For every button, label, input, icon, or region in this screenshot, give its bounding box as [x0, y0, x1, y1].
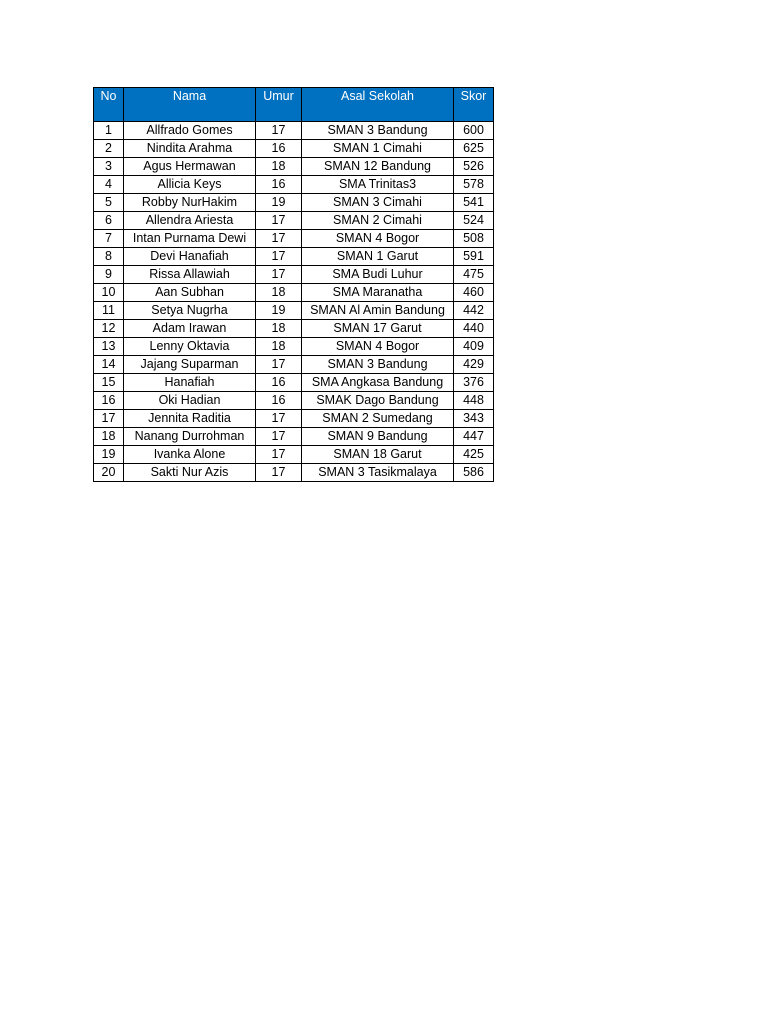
cell-asal-sekolah: SMA Trinitas3	[302, 176, 454, 194]
cell-nama: Hanafiah	[124, 374, 256, 392]
header-no: No	[94, 88, 124, 122]
cell-asal-sekolah: SMAN 9 Bandung	[302, 428, 454, 446]
cell-no: 17	[94, 410, 124, 428]
cell-nama: Jajang Suparman	[124, 356, 256, 374]
cell-skor: 591	[454, 248, 494, 266]
cell-asal-sekolah: SMAN 1 Cimahi	[302, 140, 454, 158]
cell-skor: 475	[454, 266, 494, 284]
cell-asal-sekolah: SMA Angkasa Bandung	[302, 374, 454, 392]
cell-nama: Lenny Oktavia	[124, 338, 256, 356]
cell-nama: Robby NurHakim	[124, 194, 256, 212]
cell-umur: 17	[256, 464, 302, 482]
cell-no: 7	[94, 230, 124, 248]
cell-skor: 508	[454, 230, 494, 248]
cell-no: 10	[94, 284, 124, 302]
cell-skor: 429	[454, 356, 494, 374]
table-row	[94, 374, 494, 392]
cell-no: 3	[94, 158, 124, 176]
header-row	[94, 88, 494, 122]
cell-skor: 440	[454, 320, 494, 338]
cell-skor: 578	[454, 176, 494, 194]
cell-nama: Adam Irawan	[124, 320, 256, 338]
cell-asal-sekolah: SMA Budi Luhur	[302, 266, 454, 284]
cell-skor: 526	[454, 158, 494, 176]
cell-umur: 17	[256, 212, 302, 230]
header-skor: Skor	[454, 88, 494, 122]
cell-nama: Intan Purnama Dewi	[124, 230, 256, 248]
table-row	[94, 194, 494, 212]
table-row	[94, 338, 494, 356]
cell-no: 14	[94, 356, 124, 374]
table-row	[94, 284, 494, 302]
cell-skor: 460	[454, 284, 494, 302]
table-row	[94, 356, 494, 374]
cell-umur: 17	[256, 356, 302, 374]
cell-umur: 19	[256, 194, 302, 212]
table-row	[94, 122, 494, 140]
table-row	[94, 428, 494, 446]
table-row	[94, 140, 494, 158]
cell-no: 2	[94, 140, 124, 158]
cell-asal-sekolah: SMAN 3 Bandung	[302, 356, 454, 374]
cell-nama: Agus Hermawan	[124, 158, 256, 176]
cell-no: 1	[94, 122, 124, 140]
table-row	[94, 410, 494, 428]
cell-asal-sekolah: SMAN Al Amin Bandung	[302, 302, 454, 320]
cell-umur: 18	[256, 158, 302, 176]
cell-umur: 18	[256, 320, 302, 338]
table-header	[94, 88, 494, 122]
cell-nama: Setya Nugrha	[124, 302, 256, 320]
cell-skor: 409	[454, 338, 494, 356]
cell-asal-sekolah: SMAN 3 Tasikmalaya	[302, 464, 454, 482]
cell-skor: 541	[454, 194, 494, 212]
cell-skor: 448	[454, 392, 494, 410]
cell-no: 18	[94, 428, 124, 446]
cell-no: 15	[94, 374, 124, 392]
cell-nama: Allendra Ariesta	[124, 212, 256, 230]
table-row	[94, 302, 494, 320]
cell-no: 19	[94, 446, 124, 464]
table-row	[94, 446, 494, 464]
cell-asal-sekolah: SMAN 2 Cimahi	[302, 212, 454, 230]
cell-nama: Jennita Raditia	[124, 410, 256, 428]
table-row	[94, 248, 494, 266]
cell-umur: 17	[256, 248, 302, 266]
cell-skor: 447	[454, 428, 494, 446]
cell-nama: Nindita Arahma	[124, 140, 256, 158]
cell-skor: 524	[454, 212, 494, 230]
table-row	[94, 176, 494, 194]
header-umur: Umur	[256, 88, 302, 122]
table-row	[94, 464, 494, 482]
cell-umur: 16	[256, 392, 302, 410]
cell-skor: 625	[454, 140, 494, 158]
table-row	[94, 392, 494, 410]
cell-umur: 17	[256, 230, 302, 248]
cell-skor: 442	[454, 302, 494, 320]
table-row	[94, 230, 494, 248]
cell-nama: Oki Hadian	[124, 392, 256, 410]
cell-nama: Nanang Durrohman	[124, 428, 256, 446]
cell-umur: 17	[256, 446, 302, 464]
cell-umur: 17	[256, 410, 302, 428]
table-row	[94, 266, 494, 284]
table-row	[94, 320, 494, 338]
cell-no: 4	[94, 176, 124, 194]
cell-no: 16	[94, 392, 124, 410]
cell-nama: Allfrado Gomes	[124, 122, 256, 140]
cell-nama: Devi Hanafiah	[124, 248, 256, 266]
header-nama: Nama	[124, 88, 256, 122]
cell-no: 9	[94, 266, 124, 284]
cell-umur: 16	[256, 374, 302, 392]
cell-no: 5	[94, 194, 124, 212]
cell-asal-sekolah: SMAN 4 Bogor	[302, 338, 454, 356]
cell-skor: 343	[454, 410, 494, 428]
cell-asal-sekolah: SMAK Dago Bandung	[302, 392, 454, 410]
cell-no: 6	[94, 212, 124, 230]
cell-skor: 586	[454, 464, 494, 482]
cell-no: 13	[94, 338, 124, 356]
cell-umur: 17	[256, 266, 302, 284]
cell-asal-sekolah: SMAN 17 Garut	[302, 320, 454, 338]
cell-asal-sekolah: SMAN 12 Bandung	[302, 158, 454, 176]
cell-no: 11	[94, 302, 124, 320]
table-body	[94, 122, 494, 482]
cell-skor: 600	[454, 122, 494, 140]
cell-nama: Sakti Nur Azis	[124, 464, 256, 482]
cell-nama: Aan Subhan	[124, 284, 256, 302]
cell-asal-sekolah: SMA Maranatha	[302, 284, 454, 302]
cell-asal-sekolah: SMAN 4 Bogor	[302, 230, 454, 248]
cell-no: 12	[94, 320, 124, 338]
cell-umur: 19	[256, 302, 302, 320]
cell-asal-sekolah: SMAN 2 Sumedang	[302, 410, 454, 428]
cell-asal-sekolah: SMAN 3 Bandung	[302, 122, 454, 140]
cell-no: 20	[94, 464, 124, 482]
header-asal-sekolah: Asal Sekolah	[302, 88, 454, 122]
cell-umur: 18	[256, 338, 302, 356]
cell-umur: 17	[256, 428, 302, 446]
cell-nama: Rissa Allawiah	[124, 266, 256, 284]
cell-asal-sekolah: SMAN 18 Garut	[302, 446, 454, 464]
cell-asal-sekolah: SMAN 1 Garut	[302, 248, 454, 266]
cell-skor: 425	[454, 446, 494, 464]
cell-asal-sekolah: SMAN 3 Cimahi	[302, 194, 454, 212]
cell-umur: 18	[256, 284, 302, 302]
cell-nama: Ivanka Alone	[124, 446, 256, 464]
student-score-table	[93, 87, 494, 482]
table-row	[94, 212, 494, 230]
cell-umur: 17	[256, 122, 302, 140]
cell-skor: 376	[454, 374, 494, 392]
cell-umur: 16	[256, 140, 302, 158]
cell-nama: Allicia Keys	[124, 176, 256, 194]
cell-no: 8	[94, 248, 124, 266]
cell-umur: 16	[256, 176, 302, 194]
table-row	[94, 158, 494, 176]
